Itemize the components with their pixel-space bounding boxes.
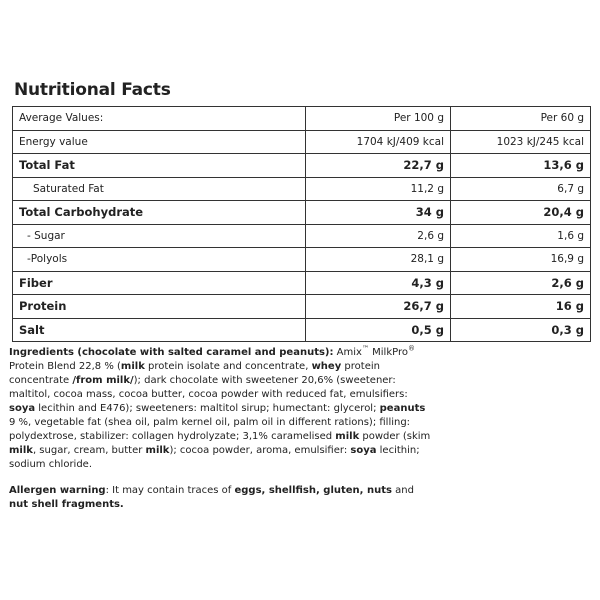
nutrition-title: Nutritional Facts bbox=[14, 80, 171, 100]
row-label: Fiber bbox=[13, 271, 306, 295]
ingredients-part: Protein Blend 22,8 % ( bbox=[9, 361, 121, 372]
ingredients-part: ); dark chocolate with sweetener 20,6% (sweetener: maltitol, cocoa mass, cocoa butter, cocoa powder with reduced fat, emulsifiers: bbox=[9, 375, 408, 400]
row-per-100g: 11,2 g bbox=[306, 177, 451, 201]
allergen-highlight: milk bbox=[9, 445, 33, 456]
allergen-highlight: milk bbox=[145, 445, 170, 456]
ingredients-part: 9 %, vegetable fat (shea oil, palm kernel oil, palm oil in different rations); filling: polydextrose, stabilizer: collagen hydrolyzate; 3,1% caramelised bbox=[9, 417, 411, 442]
table-header-row bbox=[13, 107, 591, 131]
allergen-highlight: /from milk/ bbox=[72, 375, 134, 386]
row-per-100g: 1704 kJ/409 kcal bbox=[306, 130, 451, 154]
table-row-salt bbox=[13, 318, 591, 342]
table-row-total-carbohydrate bbox=[13, 201, 591, 225]
ingredients-heading: Ingredients (chocolate with salted caramel and peanuts): bbox=[9, 347, 334, 358]
ingredients-part: lecithin and E476); sweeteners: maltitol sirup; humectant: glycerol; bbox=[35, 403, 380, 414]
header-label: Average Values: bbox=[13, 107, 306, 131]
header-per-60g: Per 60 g bbox=[451, 107, 591, 131]
row-per-100g: 22,7 g bbox=[306, 154, 451, 178]
allergen-highlight: milk bbox=[120, 361, 145, 372]
row-label: -Polyols bbox=[13, 248, 306, 272]
table-row-total-fat bbox=[13, 154, 591, 178]
allergen-highlight: soya bbox=[9, 403, 36, 414]
ingredients-part: lecithin; sodium chloride. bbox=[9, 445, 420, 470]
allergen-part: and bbox=[391, 485, 414, 496]
ingredients-part: ); cocoa powder, aroma, emulsifier: bbox=[169, 445, 351, 456]
table-row-saturated-fat bbox=[13, 177, 591, 201]
trademark-symbol: ™ bbox=[361, 344, 369, 353]
ingredients-text bbox=[9, 346, 434, 472]
row-label: Saturated Fat bbox=[13, 177, 306, 201]
table-row-sugar bbox=[13, 224, 591, 248]
row-per-100g: 4,3 g bbox=[306, 271, 451, 295]
row-label: Total Fat bbox=[13, 154, 306, 178]
row-per-60g: 0,3 g bbox=[451, 318, 591, 342]
row-per-60g: 20,4 g bbox=[451, 201, 591, 225]
row-per-100g: 26,7 g bbox=[306, 295, 451, 319]
row-per-100g: 2,6 g bbox=[306, 224, 451, 248]
allergen-highlight: nut shell fragments. bbox=[9, 499, 124, 510]
nutrition-table bbox=[12, 106, 591, 342]
row-per-60g: 13,6 g bbox=[451, 154, 591, 178]
row-per-100g: 0,5 g bbox=[306, 318, 451, 342]
allergen-highlight: soya bbox=[350, 445, 377, 456]
allergen-part: : It may contain traces of bbox=[105, 485, 235, 496]
row-label: Protein bbox=[13, 295, 306, 319]
row-per-60g: 16 g bbox=[451, 295, 591, 319]
row-per-60g: 1,6 g bbox=[451, 224, 591, 248]
row-per-60g: 16,9 g bbox=[451, 248, 591, 272]
row-per-100g: 28,1 g bbox=[306, 248, 451, 272]
row-per-100g: 34 g bbox=[306, 201, 451, 225]
row-per-60g: 1023 kJ/245 kcal bbox=[451, 130, 591, 154]
ingredients-part: protein concentrate bbox=[9, 361, 380, 386]
registered-symbol: ® bbox=[408, 344, 415, 353]
table-row-protein bbox=[13, 295, 591, 319]
row-label: - Sugar bbox=[13, 224, 306, 248]
table-row-polyols bbox=[13, 248, 591, 272]
allergen-highlight: milk bbox=[335, 431, 360, 442]
ingredients-part: Amix bbox=[333, 347, 362, 358]
header-per-100g: Per 100 g bbox=[306, 107, 451, 131]
table-row-energy bbox=[13, 130, 591, 154]
allergen-heading: Allergen warning bbox=[9, 485, 106, 496]
row-label: Total Carbohydrate bbox=[13, 201, 306, 225]
allergen-highlight: whey bbox=[311, 361, 342, 372]
ingredients-part: , sugar, cream, butter bbox=[32, 445, 146, 456]
table-row-fiber bbox=[13, 271, 591, 295]
allergen-highlight: peanuts bbox=[379, 403, 426, 414]
allergen-highlight: eggs, shellfish, gluten, nuts bbox=[234, 485, 392, 496]
row-per-60g: 6,7 g bbox=[451, 177, 591, 201]
row-label: Energy value bbox=[13, 130, 306, 154]
row-per-60g: 2,6 g bbox=[451, 271, 591, 295]
ingredients-part: powder (skim bbox=[359, 431, 431, 442]
allergen-warning bbox=[9, 484, 434, 512]
ingredients-part: MilkPro bbox=[368, 347, 408, 358]
ingredients-part: protein isolate and concentrate, bbox=[144, 361, 312, 372]
row-label: Salt bbox=[13, 318, 306, 342]
